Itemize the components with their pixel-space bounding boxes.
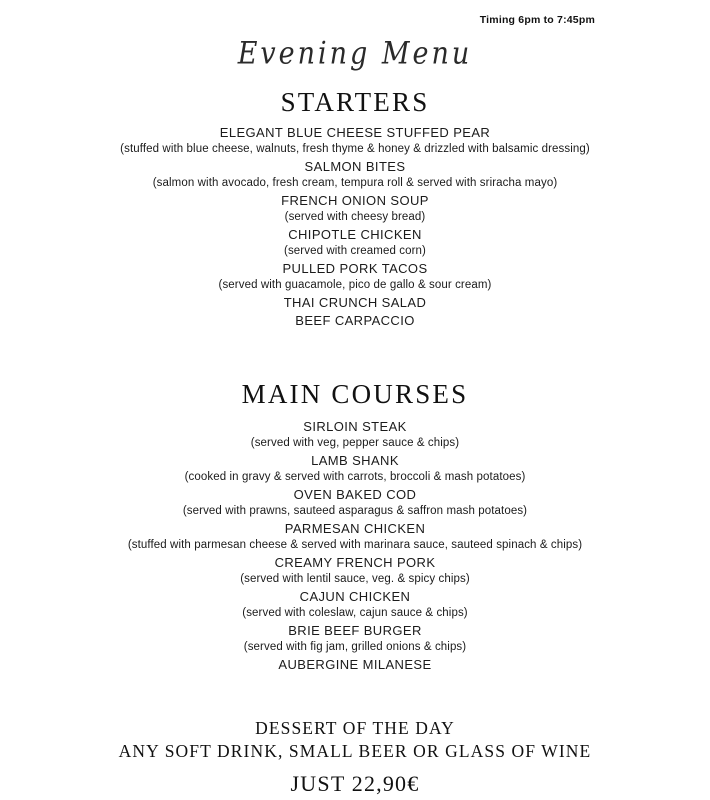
menu-item-name: OVEN BAKED COD [293,487,417,502]
menu-item-desc: (served with cheesy bread) [284,211,426,223]
section-heading-starters: STARTERS [280,87,430,117]
timing-note: Timing 6pm to 7:45pm [479,14,595,26]
page-title: Evening Menu [237,35,473,72]
menu-item-name: PARMESAN CHICKEN [284,521,426,536]
footer-dessert-line: DESSERT OF THE DAY [255,718,455,738]
menu-item-desc: (stuffed with parmesan cheese & served with marinara sauce, sauteed spinach & chips) [127,539,583,551]
menu-item-name: THAI CRUNCH SALAD [283,295,427,310]
menu-item-name: AUBERGINE MILANESE [278,657,432,672]
menu-item-desc: (served with coleslaw, cajun sauce & chips) [242,607,468,619]
menu-item-desc: (served with fig jam, grilled onions & chips) [243,641,467,653]
menu-item-name: CREAMY FRENCH PORK [274,555,436,570]
menu-item-name: SALMON BITES [304,159,406,174]
footer-price: JUST 22,90€ [290,771,420,796]
menu-item-desc: (served with guacamole, pico de gallo & sour cream) [218,279,492,291]
menu-item-name: BEEF CARPACCIO [295,313,415,328]
menu-footer [20,717,690,797]
footer-drinks-line: ANY SOFT DRINK, SMALL BEER OR GLASS OF WINE [118,741,592,761]
menu-item-name: FRENCH ONION SOUP [281,193,429,208]
menu-item-desc: (cooked in gravy & served with carrots, broccoli & mash potatoes) [184,471,526,483]
menu-item-name: ELEGANT BLUE CHEESE STUFFED PEAR [219,125,491,140]
menu-item-name: SIRLOIN STEAK [303,419,407,434]
menu-item-desc: (stuffed with blue cheese, walnuts, fresh thyme & honey & drizzled with balsamic dressing) [120,143,590,155]
menu-item-name: CAJUN CHICKEN [299,589,411,604]
menu-item-name: BRIE BEEF BURGER [288,623,422,638]
menu-item-desc: (served with lentil sauce, veg. & spicy chips) [240,573,470,585]
menu-item-desc: (served with veg, pepper sauce & chips) [250,437,460,449]
section-heading-main-courses: MAIN COURSES [241,379,469,409]
menu-item-name: CHIPOTLE CHICKEN [288,227,422,242]
menu-item-desc: (salmon with avocado, fresh cream, tempura roll & served with sriracha mayo) [152,177,558,189]
menu-item-desc: (served with creamed corn) [284,245,426,257]
menu-item-desc: (served with prawns, sauteed asparagus & saffron mash potatoes) [182,505,528,517]
menu-item-name: LAMB SHANK [311,453,399,468]
menu-item-name: PULLED PORK TACOS [282,261,428,276]
